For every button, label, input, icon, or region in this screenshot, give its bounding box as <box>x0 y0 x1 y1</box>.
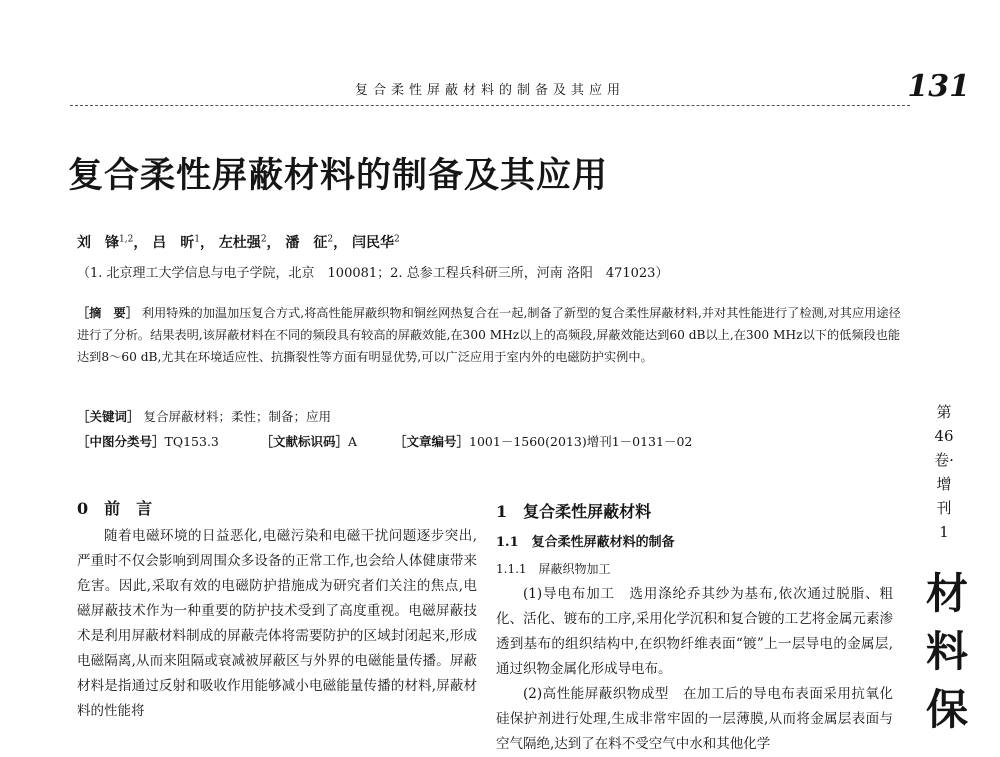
author-affil-mark: 2 <box>260 234 267 245</box>
abstract-label: ［摘 要］ <box>77 306 138 320</box>
section-heading-intro: 0 前 言 <box>77 499 153 518</box>
author-list: 刘 锋$^{1,2}$， 吕 昕$^1$， 左杜强$^2$， 潘 征$^2$， 闫民华$^2$ <box>77 234 400 251</box>
paragraph: (1)导电布加工 选用涤纶乔其纱为基布,依次通过脱脂、粗化、活化、镀布的工序,采用化学沉积和复合镀的工艺将金属元素渗透到基布的组织结构中,在织物纤维表面“镀”上一层导电的金属层,通过织物金属化形成导电布。 <box>496 586 893 677</box>
article-number-label: ［文章编号］ <box>394 434 470 449</box>
classification-line <box>77 432 692 450</box>
article-number-value: 1001－1560(2013)增刊1－0131－02 <box>469 434 693 449</box>
page-number: 131 <box>907 69 970 104</box>
author-name: 刘 锋 <box>77 235 119 251</box>
author-name: 吕 昕 <box>152 235 195 251</box>
subsection-heading-1-1: 1.1 复合柔性屏蔽材料的制备 <box>496 535 675 550</box>
clc-label: ［中图分类号］ <box>77 434 165 449</box>
subsubsection-heading-1-1-1: 1.1.1 屏蔽织物加工 <box>496 562 611 576</box>
abstract-text: 利用特殊的加温加压复合方式,将高性能屏蔽织物和铜丝网热复合在一起,制备了新型的复合柔性屏蔽材料,并对其性能进行了检测,对其应用途径进行了分析。结果表明,该屏蔽材料在不同的频段具有较高的屏蔽效能,在300 MHz以上的高频段,屏蔽效能达到60 dB以上,在300 MHz以下的低频段也能达到8～60 dB,尤其在环境适应性、抗撕裂性等方面有明显优势,可以广泛应用于室内外的电磁防护实例中。 <box>77 306 901 364</box>
journal-volume-vertical: 第46卷·增刊1 <box>934 403 954 541</box>
author-name: 闫民华 <box>352 235 395 251</box>
author-affil-mark: 2 <box>327 234 334 245</box>
running-title: 复合柔性屏蔽材料的制备及其应用 <box>354 83 625 98</box>
clc-value: TQ153.3 <box>164 434 219 449</box>
author-name: 潘 征 <box>285 235 328 251</box>
doc-code-label: ［文献标识码］ <box>260 434 349 449</box>
keywords-text: 复合屏蔽材料；柔性；制备；应用 <box>143 409 332 424</box>
section-heading-1: 1 复合柔性屏蔽材料 <box>496 502 652 521</box>
doc-code-value: A <box>348 434 358 449</box>
affiliation: （1. 北京理工大学信息与电子学院，北京 100081；2. 总参工程兵科研三所，河南 洛阳 471023） <box>77 266 669 281</box>
section-body-intro: 随着电磁环境的日益恶化,电磁污染和电磁干扰问题逐步突出,严重时不仅会影响到周围众多设备的正常工作,也会给人体健康带来危害。因此,采取有效的电磁防护措施成为研究者们关注的焦点,电磁屏蔽技术作为一种重要的防护技术受到了高度重视。电磁屏蔽技术是利用屏蔽材料制成的屏蔽壳体将需要防护的区域封闭起来,形成电磁隔离,从而来阻隔或衰减被屏蔽区与外界的电磁能量传播。屏蔽材料是指通过反射和吸收作用能够减小电磁能量传播的材料,屏蔽材料的性能将 <box>77 528 477 719</box>
journal-name-vertical: 材料保 <box>925 569 968 734</box>
abstract <box>77 302 907 368</box>
keywords-label: ［关键词］ <box>77 409 140 424</box>
article-title: 复合柔性屏蔽材料的制备及其应用 <box>68 155 609 196</box>
author-affil-mark: 1,2 <box>119 234 134 245</box>
author-name: 左杜强 <box>218 235 261 251</box>
paragraph: (2)高性能屏蔽织物成型 在加工后的导电布表面采用抗氧化硅保护剂进行处理,生成非常牢固的一层薄膜,从而将金属层表面与空气隔绝,达到了在料不受空气中水和其他化学 <box>496 686 893 752</box>
keywords <box>77 407 331 425</box>
section-body-1 <box>496 582 893 757</box>
author-affil-mark: 2 <box>394 234 400 245</box>
running-header <box>70 69 970 106</box>
author-affil-mark: 1 <box>194 234 200 245</box>
